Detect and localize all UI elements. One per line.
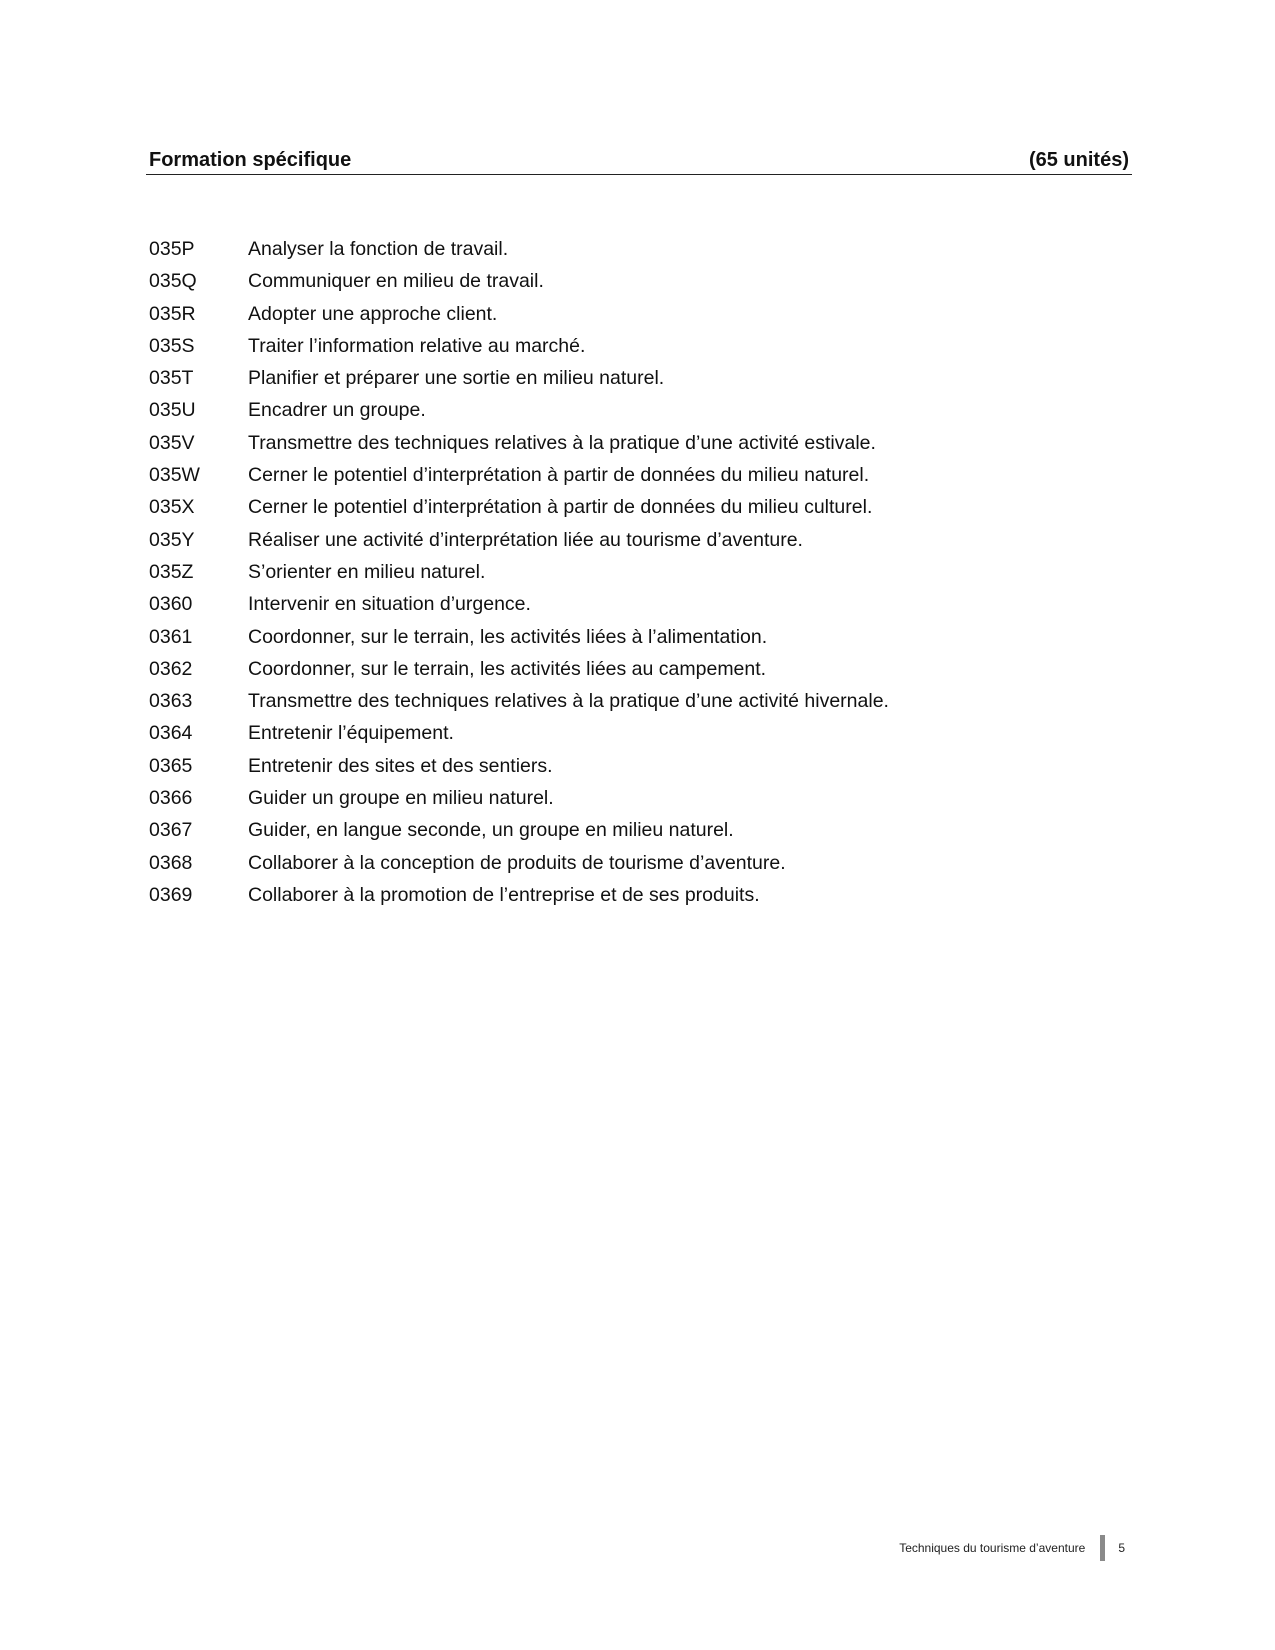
- competency-code: 035Z: [149, 560, 194, 583]
- competency-text: Adopter une approche client.: [248, 302, 498, 325]
- competency-text: Collaborer à la conception de produits de tourisme d’aventure.: [248, 851, 786, 874]
- competency-code: 0366: [149, 787, 193, 810]
- competency-row: [149, 657, 1109, 689]
- competency-text: Guider un groupe en milieu naturel.: [248, 787, 554, 810]
- competency-row: [149, 592, 1109, 624]
- competency-code: 035U: [149, 399, 196, 422]
- competency-code: 0369: [149, 883, 193, 906]
- competency-list: [149, 237, 1109, 915]
- section-header: [146, 148, 1132, 175]
- competency-row: [149, 431, 1109, 463]
- competency-text: Transmettre des techniques relatives à la pratique d’une activité estivale.: [248, 431, 876, 454]
- competency-text: Transmettre des techniques relatives à la pratique d’une activité hivernale.: [248, 690, 889, 713]
- competency-text: S’orienter en milieu naturel.: [248, 560, 486, 583]
- competency-row: [149, 528, 1109, 560]
- page-number: 5: [1118, 1541, 1125, 1555]
- competency-code: 035T: [149, 367, 194, 390]
- competency-text: Traiter l’information relative au marché.: [248, 334, 586, 357]
- competency-code: 0365: [149, 754, 193, 777]
- competency-row: [149, 689, 1109, 721]
- competency-text: Entretenir l’équipement.: [248, 722, 454, 745]
- competency-text: Communiquer en milieu de travail.: [248, 270, 544, 293]
- competency-text: Analyser la fonction de travail.: [248, 238, 509, 260]
- competency-row: [149, 721, 1109, 753]
- competency-code: 035P: [149, 238, 195, 260]
- competency-row: [149, 851, 1109, 883]
- competency-code: 0363: [149, 690, 193, 713]
- competency-code: 035S: [149, 334, 195, 357]
- competency-row: [149, 302, 1109, 334]
- competency-code: 0360: [149, 593, 193, 616]
- competency-text: Coordonner, sur le terrain, les activités liées à l’alimentation.: [248, 625, 768, 648]
- competency-code: 0367: [149, 819, 193, 842]
- competency-text: Coordonner, sur le terrain, les activités liées au campement.: [248, 657, 767, 680]
- competency-text: Intervenir en situation d’urgence.: [248, 593, 531, 616]
- competency-text: Réaliser une activité d’interprétation liée au tourisme d’aventure.: [248, 528, 803, 551]
- competency-row: [149, 269, 1109, 301]
- footer-divider: [1100, 1535, 1105, 1561]
- footer-title: Techniques du tourisme d’aventure: [899, 1541, 1086, 1555]
- section-title: Formation spécifique: [149, 149, 352, 171]
- competency-code: 035X: [149, 496, 195, 519]
- page-footer: [899, 1534, 1125, 1562]
- competency-row: [149, 463, 1109, 495]
- competency-text: Guider, en langue seconde, un groupe en milieu naturel.: [248, 819, 734, 842]
- competency-row: [149, 495, 1109, 527]
- competency-row: [149, 334, 1109, 366]
- competency-text: Planifier et préparer une sortie en milieu naturel.: [248, 367, 665, 390]
- competency-code: 0364: [149, 722, 193, 745]
- competency-row: [149, 398, 1109, 430]
- competency-code: 0361: [149, 625, 193, 648]
- section-units: (65 unités): [1028, 149, 1129, 171]
- competency-row: [149, 786, 1109, 818]
- competency-row: [149, 625, 1109, 657]
- competency-code: 0368: [149, 851, 193, 874]
- competency-row: [149, 560, 1109, 592]
- competency-row: [149, 883, 1109, 915]
- competency-row: [149, 754, 1109, 786]
- competency-text: Encadrer un groupe.: [248, 399, 426, 422]
- competency-code: 035Y: [149, 528, 195, 551]
- competency-row: [149, 237, 1109, 269]
- competency-code: 0362: [149, 657, 193, 680]
- competency-text: Cerner le potentiel d’interprétation à partir de données du milieu culturel.: [248, 496, 873, 519]
- competency-row: [149, 366, 1109, 398]
- competency-code: 035W: [149, 464, 200, 487]
- competency-code: 035V: [149, 431, 195, 454]
- competency-text: Entretenir des sites et des sentiers.: [248, 754, 553, 777]
- competency-row: [149, 818, 1109, 850]
- competency-code: 035R: [149, 302, 196, 325]
- competency-text: Collaborer à la promotion de l’entreprise et de ses produits.: [248, 883, 760, 906]
- competency-code: 035Q: [149, 270, 197, 293]
- competency-text: Cerner le potentiel d’interprétation à partir de données du milieu naturel.: [248, 464, 870, 487]
